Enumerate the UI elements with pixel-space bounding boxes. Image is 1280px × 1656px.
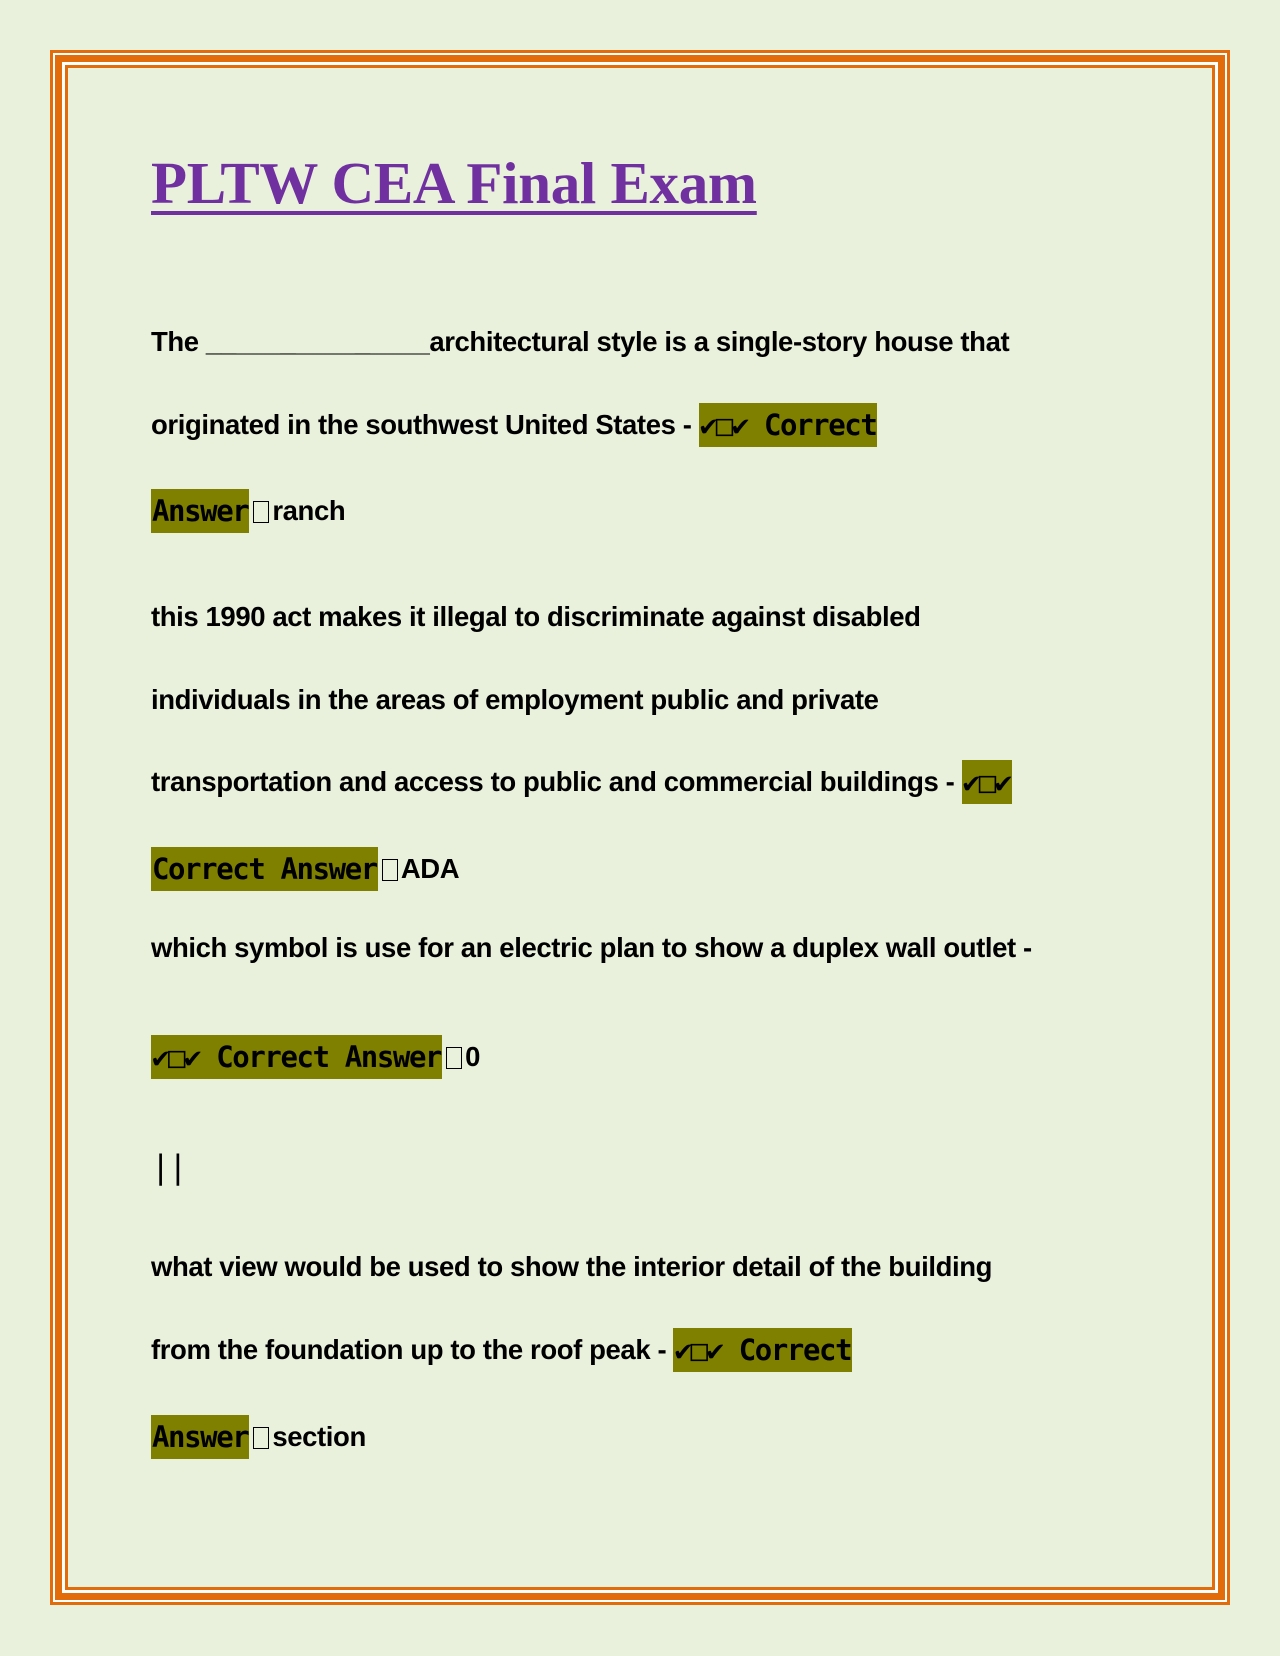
question-2-line-2: individuals in the areas of employment public and private (151, 684, 879, 715)
question-4-text: from the foundation up to the roof peak - (151, 1334, 674, 1365)
missing-glyph-icon (446, 1047, 462, 1069)
correct-answer-marker: ✔□✔ Correct (699, 403, 878, 447)
answer-symbol: || (151, 1148, 186, 1186)
correct-answer-marker: Answer (151, 1415, 249, 1459)
question-4-line-2 (151, 1328, 852, 1372)
question-2-line-3 (151, 760, 1012, 804)
question-2-text: transportation and access to public and commercial buildings - (151, 766, 962, 797)
question-3-line-1: which symbol is use for an electric plan to show a duplex wall outlet - (151, 932, 1032, 963)
question-1-line-2 (151, 403, 877, 447)
question-3-answer-line (151, 1035, 480, 1079)
question-1-line-1: The _______________architectural style is a single-story house that (151, 326, 1010, 357)
missing-glyph-icon (253, 501, 269, 523)
correct-answer-marker: ✔□✔ Correct (673, 1328, 852, 1372)
question-4-answer-line (151, 1415, 366, 1459)
answer-text: ranch (272, 495, 346, 526)
answer-text: ADA (400, 853, 460, 884)
answer-text: 0 (465, 1041, 480, 1072)
correct-answer-marker: Correct Answer (151, 847, 378, 891)
question-2-answer-line (151, 847, 459, 891)
missing-glyph-icon (253, 1427, 269, 1449)
correct-answer-marker: ✔□✔ (962, 760, 1012, 804)
question-4-line-1: what view would be used to show the interior detail of the building (151, 1251, 993, 1282)
correct-answer-marker: Answer (151, 489, 249, 533)
document-title: PLTW CEA Final Exam (151, 150, 757, 216)
missing-glyph-icon (382, 859, 398, 881)
correct-answer-marker: ✔□✔ Correct Answer (151, 1035, 442, 1079)
answer-text: section (272, 1421, 366, 1452)
question-1-text: originated in the southwest United States - (151, 409, 699, 440)
question-1-answer-line (151, 489, 345, 533)
question-2-line-1: this 1990 act makes it illegal to discriminate against disabled (151, 601, 921, 632)
